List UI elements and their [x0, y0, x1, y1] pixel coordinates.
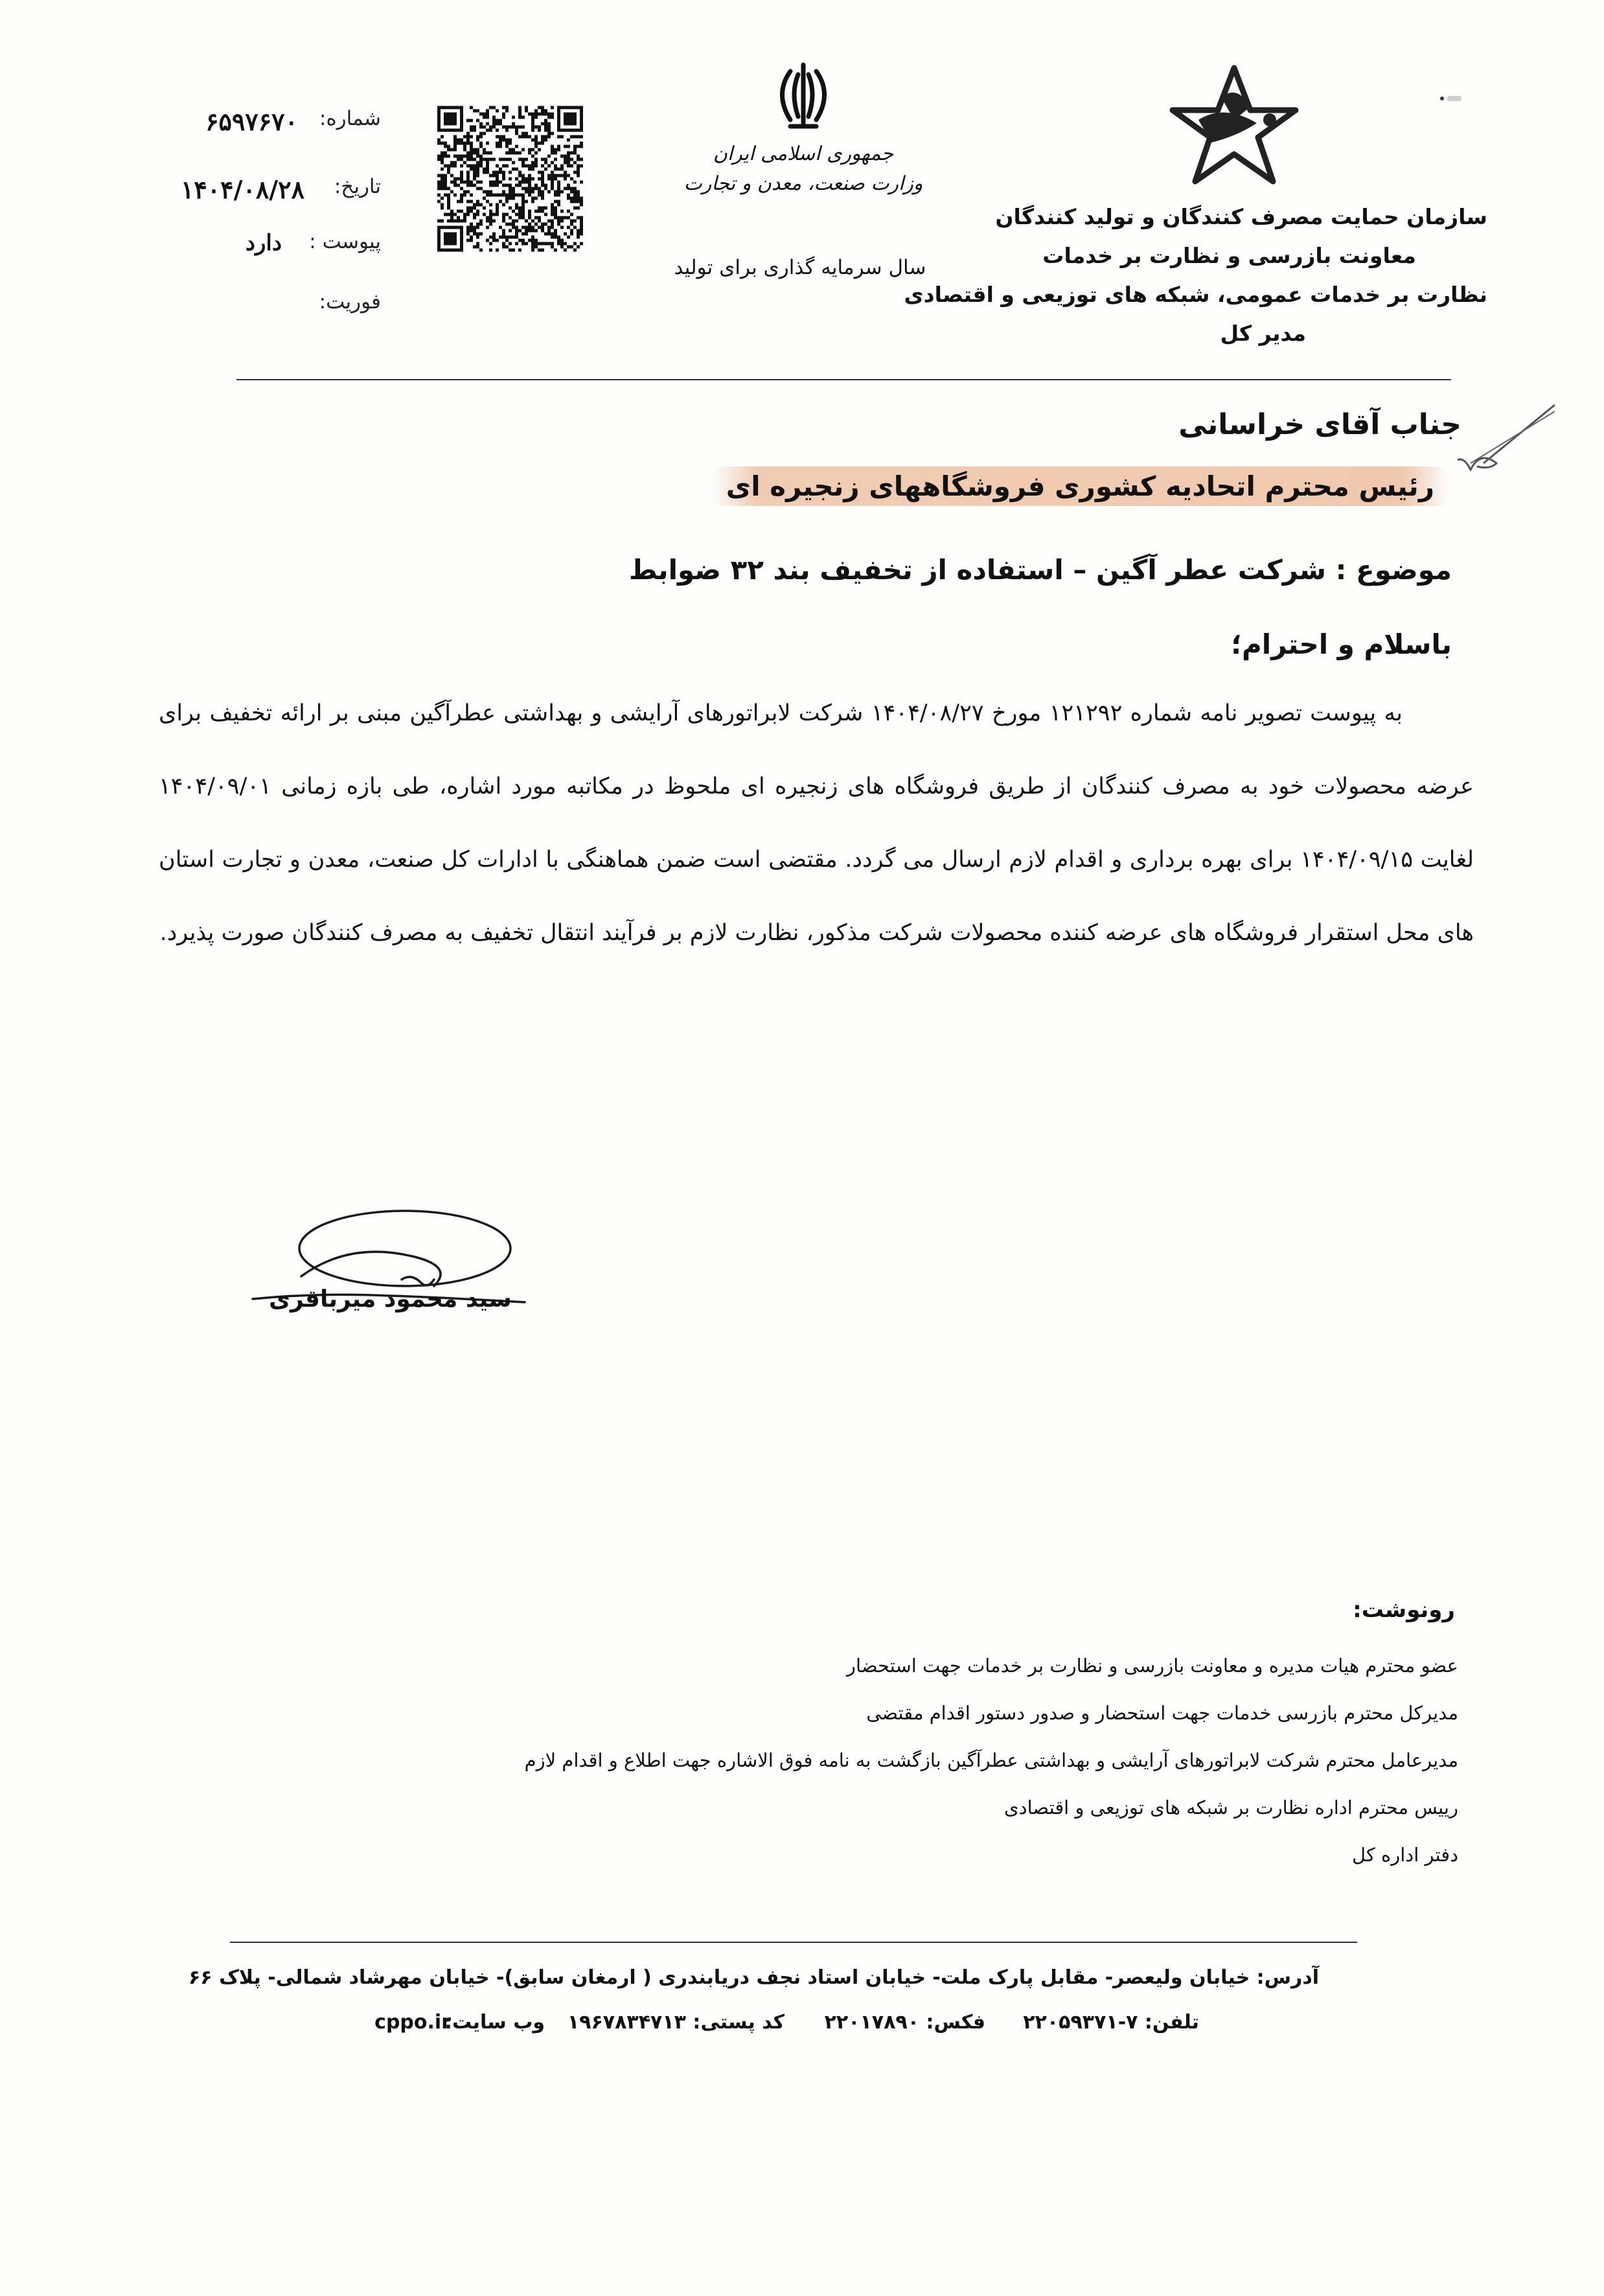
subject-line: موضوع : شرکت عطر آگین – استفاده از تخفیف بند ۳۲ ضوابط: [628, 554, 1452, 586]
footer-contacts: [163, 2011, 1199, 2037]
meta-attachment-row: [155, 230, 389, 269]
ministry-line-1: جمهوری اسلامی ایران: [713, 143, 894, 165]
ministry-line-2: وزارت صنعت، معدن و تجارت: [683, 172, 923, 195]
urgency-label: فوریت:: [319, 290, 381, 314]
year-motto: سال سرمایه گذاری برای تولید: [674, 256, 926, 279]
meta-urgency-row: [155, 290, 389, 329]
footer-fax: فکس: ۲۲۰۱۷۸۹۰: [824, 2011, 985, 2034]
copy-recipient: رییس محترم اداره نظارت بر شبکه های توزیعی و اقتصادی: [1003, 1797, 1458, 1819]
footer-website[interactable]: cppo.ir: [374, 2011, 451, 2034]
header-divider: [236, 379, 1451, 380]
organization-line-4: مدیر کل: [1220, 321, 1306, 346]
footer-website-label: وب سایت:: [444, 2011, 545, 2034]
qr-code-icon: [437, 105, 583, 253]
copy-recipient: مدیرعامل محترم شرکت لابراتورهای آرایشی و بهداشتی عطرآگین بازگشت به نامه فوق الاشاره جهت اطلاع و اقدام لازم: [524, 1749, 1458, 1771]
date-label: تاریخ:: [334, 175, 381, 198]
addressee-name: جناب آقای خراسانی: [1178, 408, 1461, 441]
footer-divider: [230, 1942, 1357, 1943]
ministry-name: [674, 139, 933, 199]
date-value: ۱۴۰۴/۰۸/۲۸: [180, 175, 304, 204]
greeting: باسلام و احترام؛: [1231, 628, 1452, 660]
addressee-title: رئیس محترم اتحادیه کشوری فروشگاههای زنجیره ای: [712, 466, 1449, 506]
meta-number-row: [155, 107, 389, 146]
copies-title: رونوشت:: [1353, 1597, 1455, 1623]
organization-logo-icon: [1160, 58, 1309, 194]
attachment-label: پیوست :: [309, 230, 381, 253]
organization-line-1: سازمان حمایت مصرف کنندگان و تولید کنندگان: [995, 204, 1487, 229]
number-value: ۶۵۹۷۶۷۰: [205, 107, 298, 136]
footer-address: آدرس: خیابان ولیعصر- مقابل پارک ملت- خیابان استاد نجف دریابندری ( ارمغان سابق)- خیابان مهرشاد شمالی- پلاک ۶۶: [189, 1966, 1319, 1989]
body-paragraph: به پیوست تصویر نامه شماره ۱۲۱۲۹۲ مورخ ۱۴۰۴/۰۸/۲۷ شرکت لابراتورهای آرایشی و بهداشتی عطرآگین مبنی بر ارائه تخفیف برای عرضه محصولات خود به مصرف کنندگان از طریق فروشگاه های زنجیره ای ملحوظ در مکاتبه مورد اشاره، طی بازه زمانی ۱۴۰۴/۰۹/۰۱ لغایت ۱۴۰۴/۰۹/۱۵ برای بهره برداری و اقدام لازم ارسال می گردد. مقتضی است ضمن هماهنگی با ادارات کل صنعت، معدن و تجارت استان های محل استقرار فروشگاه های عرضه کننده محصولات شرکت مذکور، نظارت لازم بر فرآیند انتقال تخفیف به مصرف کنندگان صورت پذیرد.: [159, 700, 1474, 946]
letter-body: [159, 677, 1474, 970]
scan-mark-icon: [1438, 92, 1464, 105]
attachment-value: دارد: [245, 230, 282, 256]
copy-recipient: مدیرکل محترم بازرسی خدمات جهت استحضار و صدور دستور اقدام مقتضی: [866, 1702, 1458, 1724]
meta-date-row: [155, 175, 389, 214]
signatory-name: سید محمود میرباقری: [269, 1286, 512, 1313]
national-emblem-icon: [764, 58, 842, 136]
footer-phone: تلفن: ۷-۲۲۰۵۹۳۷۱: [1023, 2011, 1199, 2034]
copy-recipient: عضو محترم هیات مدیره و معاونت بازرسی و نظارت بر خدمات جهت استحضار: [846, 1655, 1458, 1677]
organization-name-block: [904, 198, 1487, 353]
check-mark-icon: [1451, 398, 1561, 496]
organization-line-3: نظارت بر خدمات عمومی، شبکه های توزیعی و اقتصادی: [904, 282, 1487, 307]
footer-postal: کد پستی: ۱۹۶۷۸۳۴۷۱۳: [567, 2011, 785, 2034]
copy-recipient: دفتر اداره کل: [1352, 1844, 1458, 1866]
copies-list: [422, 1642, 1458, 1879]
organization-line-2: معاونت بازرسی و نظارت بر خدمات: [1042, 243, 1416, 268]
number-label: شماره:: [319, 107, 381, 130]
